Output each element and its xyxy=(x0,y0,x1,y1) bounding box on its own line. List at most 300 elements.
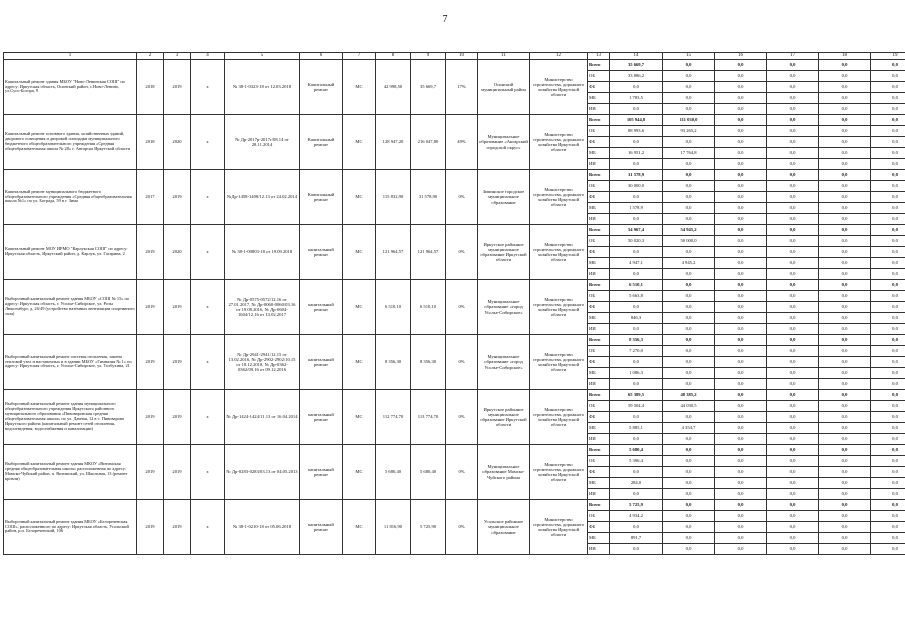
amount-cell: 0,0 xyxy=(610,379,663,390)
column-number: 18 xyxy=(819,53,871,60)
funding-source-label: ОБ xyxy=(588,346,610,357)
amount-cell: 0,0 xyxy=(715,401,767,412)
amount-cell: 0,0 xyxy=(819,258,871,269)
end-year: 2019 xyxy=(164,500,191,555)
table-row xyxy=(4,390,905,401)
amount-cell: 0,0 xyxy=(819,126,871,137)
amount-cell: 0,0 xyxy=(767,445,819,456)
funding-source-label: МБ xyxy=(588,93,610,104)
funding-source-label: ФБ xyxy=(588,192,610,203)
amount-cell: 0,0 xyxy=(871,401,905,412)
funding-source-label: МБ xyxy=(588,203,610,214)
amount-cell: 0,0 xyxy=(819,346,871,357)
amount-cell: 0,0 xyxy=(663,489,715,500)
amount-cell: 0,0 xyxy=(663,214,715,225)
amount-cell: 0,0 xyxy=(871,478,905,489)
start-year: 2018 xyxy=(137,115,164,170)
amount-cell: 0,0 xyxy=(767,82,819,93)
customer: Муниципальное образование «город Усолье-Сибирское» xyxy=(478,280,530,335)
amount-cell: 0,0 xyxy=(767,115,819,126)
column-number: 7 xyxy=(343,53,376,60)
amount-cell: 0,0 xyxy=(663,82,715,93)
funding-source-label: ФБ xyxy=(588,522,610,533)
readiness: 0% xyxy=(446,500,478,555)
readiness: 0% xyxy=(446,170,478,225)
amount-cell: 0,0 xyxy=(871,346,905,357)
amount-cell: 0,0 xyxy=(871,456,905,467)
customer: Муниципальное образование Мамско-Чуйского района xyxy=(478,445,530,500)
amount-cell: 0,0 xyxy=(663,335,715,346)
amount-cell: 4 934,2 xyxy=(610,511,663,522)
amount-cell: 0,0 xyxy=(767,280,819,291)
column-number: 15 xyxy=(663,53,715,60)
amount-cell: 0,0 xyxy=(715,126,767,137)
project-name: Капитальный ремонт МОУ ИРМО "Карлукская СОШ" по адресу: Иркутская область, Иркутский район, д. Карлук, ул. Гагарина, 2 xyxy=(4,225,137,280)
amount-cell: 0,0 xyxy=(663,269,715,280)
amount-cell: 0,0 xyxy=(715,390,767,401)
amount-cell: 0,0 xyxy=(819,500,871,511)
responsible-ministry: Министерство строительства, дорожного хозяйства Иркутской области xyxy=(530,170,588,225)
remaining-cost: 216 047,80 xyxy=(411,115,446,170)
funding-source-label: ОБ xyxy=(588,401,610,412)
amount-cell: 0,0 xyxy=(871,533,905,544)
funding-source-label: ОБ xyxy=(588,71,610,82)
table-row xyxy=(4,170,905,181)
amount-cell: 0,0 xyxy=(715,115,767,126)
funding-source-label: Всего xyxy=(588,390,610,401)
document-ref: №Др-1458-1408/12.13 от 24.02.2014 xyxy=(225,170,300,225)
amount-cell: 0,0 xyxy=(767,214,819,225)
amount-cell: 0,0 xyxy=(819,280,871,291)
amount-cell: 0,0 xyxy=(715,335,767,346)
funding-source-label: Всего xyxy=(588,280,610,291)
amount-cell: 0,0 xyxy=(767,346,819,357)
amount-cell: 0,0 xyxy=(610,412,663,423)
column-number: 1 xyxy=(4,53,137,60)
amount-cell: 846,3 xyxy=(610,313,663,324)
column-number: 9 xyxy=(411,53,446,60)
end-year: 2020 xyxy=(164,225,191,280)
amount-cell: 0,0 xyxy=(767,203,819,214)
funding-source-label: МБ xyxy=(588,478,610,489)
funding-source-label: ИИ xyxy=(588,324,610,335)
amount-cell: 0,0 xyxy=(871,423,905,434)
amount-cell: 0,0 xyxy=(871,236,905,247)
amount-cell: 0,0 xyxy=(871,489,905,500)
amount-cell: 0,0 xyxy=(819,71,871,82)
amount-cell: 0,0 xyxy=(819,148,871,159)
document-ref: № Др-2017р-2017г/08.14 от 28.11.2014 xyxy=(225,115,300,170)
amount-cell: 0,0 xyxy=(715,71,767,82)
work-type: капитальный ремонт xyxy=(300,500,343,555)
amount-cell: 0,0 xyxy=(871,170,905,181)
amount-cell: 0,0 xyxy=(663,60,715,71)
ownership: МС xyxy=(343,445,376,500)
mark: х xyxy=(191,280,225,335)
amount-cell: 0,0 xyxy=(767,60,819,71)
end-year: 2020 xyxy=(164,115,191,170)
readiness: 0% xyxy=(446,225,478,280)
amount-cell: 0,0 xyxy=(663,412,715,423)
amount-cell: 0,0 xyxy=(871,93,905,104)
amount-cell: 0,0 xyxy=(767,236,819,247)
mark: х xyxy=(191,500,225,555)
funding-source-label: ОБ xyxy=(588,291,610,302)
amount-cell: 0,0 xyxy=(715,104,767,115)
funding-source-label: ИИ xyxy=(588,269,610,280)
amount-cell: 31 578,9 xyxy=(610,170,663,181)
amount-cell: 4 947,1 xyxy=(610,258,663,269)
table-row xyxy=(4,280,905,291)
page-number: 7 xyxy=(442,14,448,25)
amount-cell: 0,0 xyxy=(715,445,767,456)
amount-cell: 0,0 xyxy=(767,93,819,104)
amount-cell: 0,0 xyxy=(767,148,819,159)
amount-cell: 0,0 xyxy=(610,137,663,148)
funding-source-label: ФБ xyxy=(588,357,610,368)
amount-cell: 0,0 xyxy=(663,137,715,148)
end-year: 2019 xyxy=(164,170,191,225)
amount-cell: 0,0 xyxy=(610,489,663,500)
amount-cell: 0,0 xyxy=(871,258,905,269)
responsible-ministry: Министерство строительства, дорожного хозяйства Иркутской области xyxy=(530,60,588,115)
project-name: Выборочный капитальный ремонт системы отопления, замена тепловой узел и наставочных и в здании МБОУ «Гимназия № 1» по адресу: Иркутская область, г. Усолье-Сибирское, ул. Толбухина, 21 xyxy=(4,335,137,390)
amount-cell: 0,0 xyxy=(715,423,767,434)
document-ref: № Др-1424-1424/11.13 от 16.04.2014 xyxy=(225,390,300,445)
funding-source-label: МБ xyxy=(588,533,610,544)
funding-source-label: ФБ xyxy=(588,137,610,148)
column-number: 14 xyxy=(610,53,663,60)
amount-cell: 0,0 xyxy=(715,214,767,225)
amount-cell: 0,0 xyxy=(871,181,905,192)
amount-cell: 0,0 xyxy=(767,192,819,203)
amount-cell: 0,0 xyxy=(715,82,767,93)
amount-cell: 105 944,8 xyxy=(610,115,663,126)
amount-cell: 0,0 xyxy=(663,434,715,445)
amount-cell: 0,0 xyxy=(767,302,819,313)
amount-cell: 54 967,4 xyxy=(610,225,663,236)
amount-cell: 0,0 xyxy=(715,412,767,423)
amount-cell: 0,0 xyxy=(715,302,767,313)
amount-cell: 0,0 xyxy=(871,445,905,456)
amount-cell: 0,0 xyxy=(871,192,905,203)
amount-cell: 0,0 xyxy=(767,247,819,258)
remaining-cost: 121 964,57 xyxy=(411,225,446,280)
table-row xyxy=(4,500,905,511)
amount-cell: 0,0 xyxy=(767,434,819,445)
document-ref: № 38-1-0210-18 от 05.06.2018 xyxy=(225,500,300,555)
readiness: 0% xyxy=(446,280,478,335)
amount-cell: 17 764,8 xyxy=(663,148,715,159)
amount-cell: 0,0 xyxy=(819,247,871,258)
amount-cell: 0,0 xyxy=(715,533,767,544)
amount-cell: 0,0 xyxy=(663,478,715,489)
customer: Муниципальное образование «город Усолье-Сибирское» xyxy=(478,335,530,390)
amount-cell: 4 945,2 xyxy=(663,258,715,269)
estimated-cost: 115 832,90 xyxy=(376,170,411,225)
work-type: Капитальный ремонт xyxy=(300,60,343,115)
amount-cell: 0,0 xyxy=(871,467,905,478)
amount-cell: 0,0 xyxy=(767,544,819,555)
amount-cell: 0,0 xyxy=(715,203,767,214)
amount-cell: 0,0 xyxy=(610,159,663,170)
funding-source-label: Всего xyxy=(588,225,610,236)
amount-cell: 0,0 xyxy=(767,170,819,181)
amount-cell: 0,0 xyxy=(715,159,767,170)
amount-cell: 0,0 xyxy=(715,467,767,478)
amount-cell: 0,0 xyxy=(819,445,871,456)
amount-cell: 0,0 xyxy=(819,159,871,170)
work-type: капитальный ремонт xyxy=(300,280,343,335)
amount-cell: 0,0 xyxy=(663,357,715,368)
amount-cell: 0,0 xyxy=(871,412,905,423)
end-year: 2019 xyxy=(164,280,191,335)
amount-cell: 0,0 xyxy=(767,313,819,324)
amount-cell: 0,0 xyxy=(819,533,871,544)
column-number: 16 xyxy=(715,53,767,60)
amount-cell: 0,0 xyxy=(871,126,905,137)
amount-cell: 0,0 xyxy=(767,137,819,148)
amount-cell: 88 993,6 xyxy=(610,126,663,137)
amount-cell: 0,0 xyxy=(819,291,871,302)
amount-cell: 0,0 xyxy=(819,489,871,500)
amount-cell: 0,0 xyxy=(610,82,663,93)
amount-cell: 0,0 xyxy=(819,236,871,247)
column-number: 2 xyxy=(137,53,164,60)
amount-cell: 0,0 xyxy=(767,401,819,412)
amount-cell: 0,0 xyxy=(715,236,767,247)
column-number: 10 xyxy=(446,53,478,60)
amount-cell: 0,0 xyxy=(610,467,663,478)
amount-cell: 0,0 xyxy=(767,258,819,269)
start-year: 2019 xyxy=(137,445,164,500)
amount-cell: 0,0 xyxy=(871,115,905,126)
start-year: 2019 xyxy=(137,225,164,280)
amount-cell: 48 385,2 xyxy=(663,390,715,401)
funding-source-label: ИИ xyxy=(588,544,610,555)
amount-cell: 0,0 xyxy=(610,104,663,115)
estimated-cost: 121 964,57 xyxy=(376,225,411,280)
amount-cell: 0,0 xyxy=(871,225,905,236)
funding-source-label: Всего xyxy=(588,115,610,126)
start-year: 2017 xyxy=(137,170,164,225)
mark: х xyxy=(191,445,225,500)
amount-cell: 1 578,9 xyxy=(610,203,663,214)
funding-source-label: Всего xyxy=(588,60,610,71)
funding-source-label: МБ xyxy=(588,148,610,159)
amount-cell: 0,0 xyxy=(663,247,715,258)
responsible-ministry: Министерство строительства, дорожного хозяйства Иркутской области xyxy=(530,280,588,335)
ownership: МС xyxy=(343,60,376,115)
amount-cell: 0,0 xyxy=(819,522,871,533)
funding-source-label: ОБ xyxy=(588,181,610,192)
project-name: Выборочный капитальный ремонт здания муниципального общеобразовательного учреждения Иркутского районного муниципального образования «Пивоваровская средняя общеобразовательная школа» по ул. Дачная, 12 в с. Пивоварова Иркутского района (капитальный ремонт сетей отопления, водоотведения, водоснабжения и канализации) xyxy=(4,390,137,445)
amount-cell: 0,0 xyxy=(871,522,905,533)
mark: х xyxy=(191,390,225,445)
funding-source-label: ИИ xyxy=(588,214,610,225)
amount-cell: 0,0 xyxy=(715,434,767,445)
amount-cell: 0,0 xyxy=(819,544,871,555)
amount-cell: 0,0 xyxy=(663,379,715,390)
ownership: МС xyxy=(343,225,376,280)
readiness: 0% xyxy=(446,445,478,500)
responsible-ministry: Министерство строительства, дорожного хозяйства Иркутской области xyxy=(530,115,588,170)
amount-cell: 0,0 xyxy=(767,368,819,379)
amount-cell: 0,0 xyxy=(767,467,819,478)
work-type: Капитальный ремонт xyxy=(300,115,343,170)
funding-source-label: ФБ xyxy=(588,467,610,478)
amount-cell: 0,0 xyxy=(715,522,767,533)
funding-source-label: ОБ xyxy=(588,456,610,467)
project-name: Выборочный капитальный ремонт здания МКОУ «Витимская средняя общеобразовательная школа» расположенная по адресу: Мамско-Чуйский район, п. Витимский, ул. Школьная, 13 (ремонт кровли) xyxy=(4,445,137,500)
amount-cell: 0,0 xyxy=(819,456,871,467)
work-type: капитальный ремонт xyxy=(300,390,343,445)
amount-cell: 0,0 xyxy=(819,115,871,126)
remaining-cost: 5 725,90 xyxy=(411,500,446,555)
responsible-ministry: Министерство строительства, дорожного хозяйства Иркутской области xyxy=(530,445,588,500)
amount-cell: 0,0 xyxy=(819,434,871,445)
amount-cell: 111 030,0 xyxy=(663,115,715,126)
amount-cell: 0,0 xyxy=(663,533,715,544)
amount-cell: 0,0 xyxy=(819,478,871,489)
amount-cell: 0,0 xyxy=(767,456,819,467)
amount-cell: 0,0 xyxy=(819,357,871,368)
table-row xyxy=(4,225,905,236)
amount-cell: 0,0 xyxy=(819,390,871,401)
funding-source-label: ОБ xyxy=(588,236,610,247)
amount-cell: 0,0 xyxy=(663,368,715,379)
responsible-ministry: Министерство строительства, дорожного хозяйства Иркутской области xyxy=(530,225,588,280)
amount-cell: 0,0 xyxy=(871,203,905,214)
amount-cell: 5 680,4 xyxy=(610,445,663,456)
funding-source-label: ИИ xyxy=(588,434,610,445)
amount-cell: 0,0 xyxy=(871,148,905,159)
amount-cell: 0,0 xyxy=(610,269,663,280)
amount-cell: 0,0 xyxy=(819,335,871,346)
amount-cell: 0,0 xyxy=(767,269,819,280)
amount-cell: 0,0 xyxy=(663,291,715,302)
amount-cell: 0,0 xyxy=(663,445,715,456)
amount-cell: 0,0 xyxy=(767,357,819,368)
amount-cell: 0,0 xyxy=(715,456,767,467)
amount-cell: 0,0 xyxy=(819,324,871,335)
amount-cell: 0,0 xyxy=(871,82,905,93)
remaining-cost: 35 669,7 xyxy=(411,60,446,115)
amount-cell: 0,0 xyxy=(663,456,715,467)
amount-cell: 0,0 xyxy=(610,302,663,313)
amount-cell: 0,0 xyxy=(610,522,663,533)
customer: Иркутское районное муниципальное образование Иркутской области xyxy=(478,390,530,445)
amount-cell: 0,0 xyxy=(663,181,715,192)
funding-source-label: МБ xyxy=(588,423,610,434)
table-header-row xyxy=(4,53,905,60)
column-number: 19 xyxy=(871,53,905,60)
amount-cell: 0,0 xyxy=(663,159,715,170)
responsible-ministry: Министерство строительства, дорожного хозяйства Иркутской области xyxy=(530,390,588,445)
table-row xyxy=(4,445,905,456)
funding-source-label: ОБ xyxy=(588,126,610,137)
amount-cell: 0,0 xyxy=(663,324,715,335)
amount-cell: 0,0 xyxy=(871,357,905,368)
funding-source-label: ИИ xyxy=(588,379,610,390)
amount-cell: 0,0 xyxy=(715,368,767,379)
column-number: 5 xyxy=(225,53,300,60)
amount-cell: 0,0 xyxy=(871,137,905,148)
amount-cell: 6 510,1 xyxy=(610,280,663,291)
amount-cell: 0,0 xyxy=(767,181,819,192)
amount-cell: 0,0 xyxy=(871,379,905,390)
funding-source-label: ФБ xyxy=(588,247,610,258)
amount-cell: 0,0 xyxy=(715,192,767,203)
column-number: 4 xyxy=(191,53,225,60)
amount-cell: 35 669,7 xyxy=(610,60,663,71)
work-type: капитальный ремонт xyxy=(300,335,343,390)
amount-cell: 1 783,5 xyxy=(610,93,663,104)
amount-cell: 0,0 xyxy=(819,379,871,390)
customer: Осинский муниципальный район xyxy=(478,60,530,115)
column-number: 6 xyxy=(300,53,343,60)
table-row xyxy=(4,115,905,126)
amount-cell: 0,0 xyxy=(871,544,905,555)
remaining-cost: 113 774,70 xyxy=(411,390,446,445)
amount-cell: 0,0 xyxy=(767,412,819,423)
column-number: 17 xyxy=(767,53,819,60)
funding-source-label: Всего xyxy=(588,445,610,456)
amount-cell: 0,0 xyxy=(767,225,819,236)
amount-cell: 0,0 xyxy=(819,225,871,236)
funding-source-label: Всего xyxy=(588,500,610,511)
amount-cell: 0,0 xyxy=(767,104,819,115)
amount-cell: 16 951,2 xyxy=(610,148,663,159)
amount-cell: 0,0 xyxy=(663,544,715,555)
readiness: 49% xyxy=(446,115,478,170)
amount-cell: 0,0 xyxy=(767,390,819,401)
end-year: 2019 xyxy=(164,445,191,500)
amount-cell: 0,0 xyxy=(819,104,871,115)
start-year: 2019 xyxy=(137,280,164,335)
mark: х xyxy=(191,170,225,225)
amount-cell: 44 030,5 xyxy=(663,401,715,412)
start-year: 2019 xyxy=(137,335,164,390)
ownership: МС xyxy=(343,170,376,225)
amount-cell: 0,0 xyxy=(871,511,905,522)
end-year: 2019 xyxy=(164,60,191,115)
document-ref: № Др-0283-0283/03.13 от 04.05.2013 xyxy=(225,445,300,500)
amount-cell: 0,0 xyxy=(663,313,715,324)
amount-cell: 0,0 xyxy=(610,434,663,445)
amount-cell: 0,0 xyxy=(819,203,871,214)
amount-cell: 0,0 xyxy=(819,313,871,324)
amount-cell: 0,0 xyxy=(819,93,871,104)
amount-cell: 54 945,2 xyxy=(663,225,715,236)
project-name: Выборочный капитальный ремонт здания МБОУ «Белореченская СОШ», расположенного по адресу: Иркутская область, Усольский район, р.п. Белореченский, 106 xyxy=(4,500,137,555)
estimated-cost: 6 510,10 xyxy=(376,280,411,335)
amount-cell: 0,0 xyxy=(767,511,819,522)
amount-cell: 0,0 xyxy=(715,313,767,324)
amount-cell: 4 354,7 xyxy=(663,423,715,434)
project-name: Капитальный ремонт основного здания, хозяйственных зданий, дворового освещения и дворовой площадки муниципального бюджетного общеобразовательного учреждения «Средняя общеобразовательная школа № 28» г. Ангарска Иркутской области xyxy=(4,115,137,170)
funding-source-label: ИИ xyxy=(588,489,610,500)
amount-cell: 0,0 xyxy=(715,280,767,291)
amount-cell: 0,0 xyxy=(715,247,767,258)
amount-cell: 0,0 xyxy=(610,192,663,203)
amount-cell: 0,0 xyxy=(871,159,905,170)
amount-cell: 65 389,5 xyxy=(610,390,663,401)
amount-cell: 0,0 xyxy=(715,357,767,368)
amount-cell: 0,0 xyxy=(610,214,663,225)
amount-cell: 0,0 xyxy=(715,258,767,269)
document-ref: № Др-2941-2941/12.15 от 13.02.2016, № Др-2902-2902/10.15 от 18.12.2018, № Др-0362-0362/09.16 от 09.12.2016 xyxy=(225,335,300,390)
